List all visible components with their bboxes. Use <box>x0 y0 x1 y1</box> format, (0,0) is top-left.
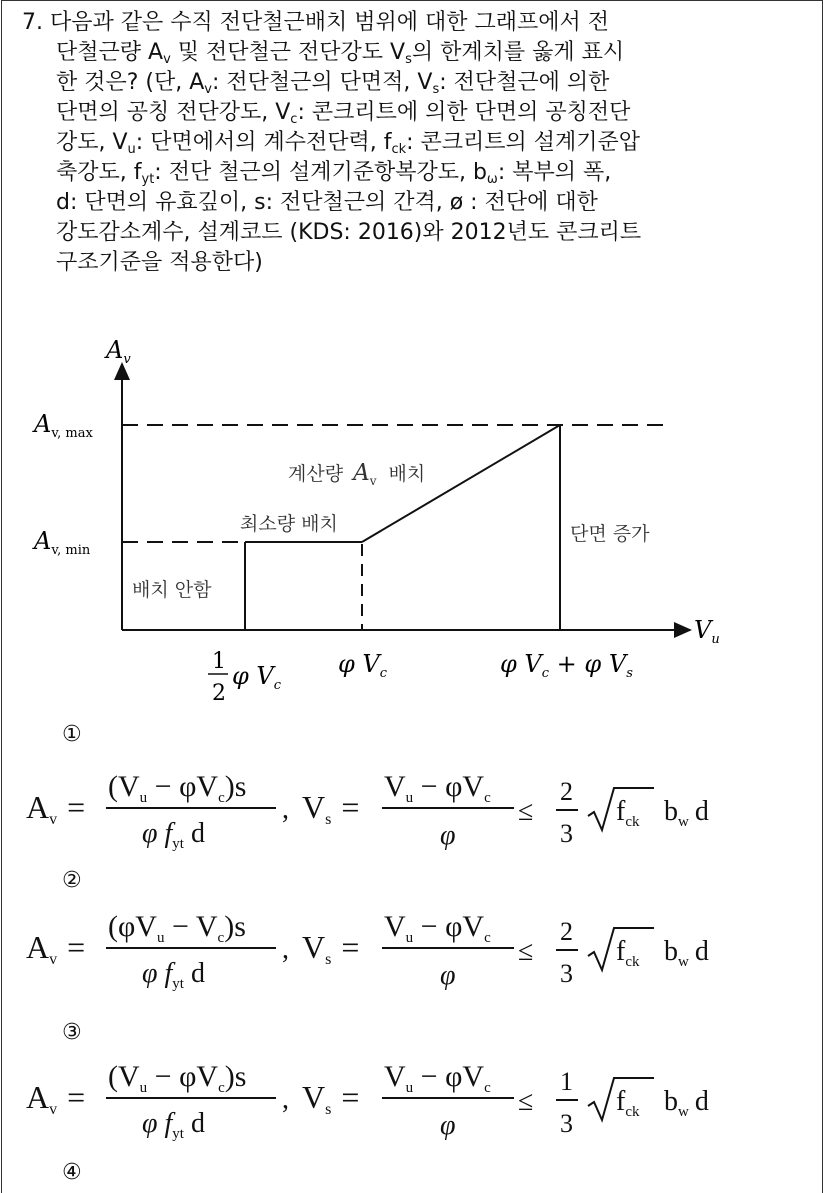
region-calc-placement: 계산량 $A_v$ 배치 <box>288 460 426 488</box>
svg-text:3: 3 <box>560 819 573 848</box>
svg-text:Vu − φVc: $V_u - \varphi V_c$ <box>384 910 491 946</box>
svg-text:Vs=: Vs = <box>302 1079 360 1118</box>
svg-text:≤: ≤ <box>518 936 534 967</box>
tick-half-phi-vc: φ $V_c$ <box>232 662 282 693</box>
svg-text:Vu − φVc: $V_u - \varphi V_c$ <box>384 1060 491 1096</box>
svg-text:Av=: Av = <box>26 929 86 968</box>
svg-text:1: 1 <box>560 1067 573 1096</box>
option-4-number[interactable]: ④ <box>62 1160 82 1185</box>
svg-text:,: , <box>282 934 289 965</box>
formula-body <box>26 770 709 852</box>
svg-text:2: 2 <box>560 917 573 946</box>
svg-text:φ fyt d: φ $f_{yt}$ d <box>142 818 205 852</box>
tick-phi-vc-plus-vs: φ $V_c + \varphi$ $V_s$ <box>500 650 633 681</box>
svg-text:≤: ≤ <box>518 1086 534 1117</box>
svg-text:3: 3 <box>560 1109 573 1138</box>
question-line-3: 한 것은? (단, $A_v$: 전단철근의 단면적, $V_s$: 전단철근에 의한 <box>56 70 610 97</box>
svg-text:Vu − φVc: $V_u - \varphi V_c$ <box>384 770 491 806</box>
svg-text:(Vu − φVc)s: $(V_u - \varphi V_c)s$ <box>108 1060 247 1096</box>
option-3-number[interactable]: ③ <box>62 1020 82 1045</box>
svg-text:fck: $f_{ck}$ <box>616 936 640 970</box>
region-no-placement: 배치 안함 <box>132 579 212 601</box>
av-max-label: $A_{v, max}$ <box>34 410 93 441</box>
tick-phi-vc: φ $V_c$ <box>338 650 388 681</box>
question-line-2: 단철근량 $A_v$ 및 전단철근 전단강도 $V_s$의 한계치를 옳게 표시 <box>56 40 625 67</box>
region-min-placement: 최소량 배치 <box>240 513 338 535</box>
svg-text:,: , <box>282 1084 289 1115</box>
svg-text:Vs=: Vs = <box>302 929 360 968</box>
svg-text:bwd: $b_w$ d <box>664 936 709 970</box>
svg-text:bwd: $b_w$ d <box>664 1086 709 1120</box>
svg-text:3: 3 <box>560 959 573 988</box>
svg-text:bwd: $b_w$ d <box>664 796 709 830</box>
question-line-8: 강도감소계수, 설계코드 (KDS: 2016)와 2012년도 콘크리트 <box>56 220 642 245</box>
question-text <box>22 8 802 278</box>
x-axis-label: $V_u$ <box>694 616 720 647</box>
question-line-4: 단면의 공칭 전단강도, $V_c$: 콘크리트에 의한 단면의 공칭전단 <box>56 100 631 127</box>
svg-text:φ fyt d: φ $f_{yt}$ d <box>142 958 205 992</box>
svg-text:≤: ≤ <box>518 796 534 827</box>
y-axis-label: $A_v$ <box>106 336 131 367</box>
svg-text:fck: $f_{ck}$ <box>616 796 640 830</box>
svg-text:Av=: Av = <box>26 789 86 828</box>
question-line-1: 7. 다음과 같은 수직 전단철근배치 범위에 대한 그래프에서 전 <box>22 10 609 35</box>
svg-text:(φVu − Vc)s: $(\varphi V_u - V_c)s$ <box>108 910 246 946</box>
formula-body <box>26 1060 709 1142</box>
shear-reinforcement-graph <box>0 330 826 720</box>
question-line-5: 강도, $V_u$: 단면에서의 계수전단력, $f_{ck}$: 콘크리트의 설계기준압 <box>56 130 641 157</box>
av-min-label: $A_{v, min}$ <box>34 527 91 558</box>
svg-text:(Vu − φVc)s: $(V_u - \varphi V_c)s$ <box>108 770 247 806</box>
svg-text:,: , <box>282 794 289 825</box>
region-section-increase: 단면 증가 <box>570 523 650 545</box>
svg-text:φ: φ <box>440 820 456 851</box>
option-2-formula <box>0 898 826 1008</box>
question-line-6: 축강도, $f_{yt}$: 전단 철근의 설계기준항복강도, $b_\omega$: 복부의 폭, <box>56 160 612 187</box>
svg-text:Av=: Av = <box>26 1079 86 1118</box>
svg-text:Vs=: Vs = <box>302 789 360 828</box>
tick-half-den: 2 <box>212 681 226 706</box>
option-2-number[interactable]: ② <box>62 868 82 893</box>
svg-text:φ: φ <box>440 1110 456 1141</box>
formula-body <box>26 910 709 992</box>
question-line-9: 구조기준을 적용한다) <box>56 250 263 275</box>
svg-text:φ: φ <box>440 960 456 991</box>
question-line-7: d: 단면의 유효깊이, s: 전단철근의 간격, ø : 전단에 대한 <box>56 190 598 215</box>
option-1-formula <box>0 758 826 868</box>
tick-half-num: 1 <box>212 649 226 674</box>
option-3-formula <box>0 1048 826 1158</box>
svg-text:φ fyt d: φ $f_{yt}$ d <box>142 1108 205 1142</box>
option-1-number[interactable]: ① <box>62 722 82 747</box>
svg-text:fck: $f_{ck}$ <box>616 1086 640 1120</box>
svg-text:2: 2 <box>560 777 573 806</box>
